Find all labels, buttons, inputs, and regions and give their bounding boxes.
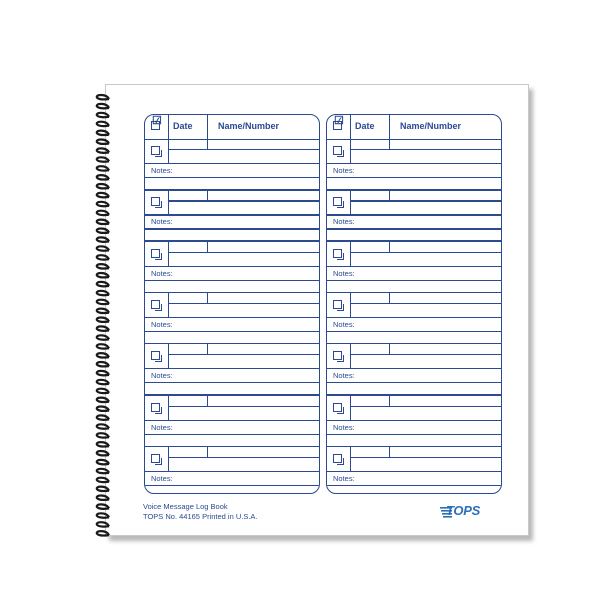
divider (207, 447, 208, 457)
footer-title: Voice Message Log Book (143, 502, 228, 511)
coil-loop (97, 175, 109, 179)
coil-loop (97, 220, 109, 224)
divider (389, 115, 390, 139)
coil-loop (97, 398, 109, 402)
coil-loop (97, 246, 109, 250)
rule-line (350, 200, 501, 201)
message-log-column-left (144, 114, 320, 494)
rule-line (350, 303, 501, 304)
coil-loop (97, 531, 109, 535)
rule-line (145, 266, 319, 267)
coil-loop (97, 496, 109, 500)
rule-line (327, 434, 501, 435)
notes-label: Notes: (151, 166, 173, 175)
form-header (327, 115, 501, 140)
message-entry (327, 190, 501, 241)
divider (350, 115, 351, 139)
coil-loop (97, 478, 109, 482)
message-entry (327, 242, 501, 293)
coil-loop (97, 255, 109, 259)
form-header (145, 115, 319, 140)
divider (350, 293, 351, 317)
coil-loop (97, 389, 109, 393)
message-entry (145, 139, 319, 190)
coil-loop (97, 433, 109, 437)
coil-loop (97, 193, 109, 197)
notes-label: Notes: (151, 268, 173, 278)
rule-line (145, 163, 319, 164)
divider (389, 139, 390, 149)
coil-loop (97, 104, 109, 108)
divider (168, 396, 169, 420)
rule-line (350, 406, 501, 407)
rule-line (145, 471, 319, 472)
rule-line (145, 317, 319, 318)
coil-loop (97, 229, 109, 233)
rule-line (350, 457, 501, 458)
divider (350, 139, 351, 163)
coil-loop (97, 211, 109, 215)
notes-label: Notes: (151, 319, 173, 329)
rule-line (327, 382, 501, 383)
check-mark-icon: ☑ (152, 115, 162, 127)
coil-loop (97, 273, 109, 277)
divider (168, 242, 169, 266)
coil-loop (97, 122, 109, 126)
message-entry (327, 396, 501, 447)
rule-line (145, 177, 319, 178)
coil-loop (97, 95, 109, 99)
rule-line (327, 214, 501, 215)
notes-label: Notes: (151, 422, 173, 432)
footer-info (143, 502, 258, 522)
divider (350, 190, 351, 214)
notes-label: Notes: (151, 473, 173, 483)
coil-loop (97, 353, 109, 357)
coil-loop (97, 140, 109, 144)
divider (389, 190, 390, 200)
rule-line (327, 163, 501, 164)
coil-loop (97, 264, 109, 268)
divider (350, 396, 351, 420)
name-number-label: Name/Number (218, 121, 280, 131)
notes-label: Notes: (333, 473, 355, 483)
message-entry (145, 293, 319, 344)
divider (207, 139, 208, 149)
coil-loop (97, 451, 109, 455)
divider (389, 293, 390, 303)
rule-line (145, 485, 319, 486)
rule-line (168, 252, 319, 253)
rule-line (145, 331, 319, 332)
rule-line (145, 228, 319, 229)
coil-loop (97, 309, 109, 313)
checkbox-icon[interactable] (333, 197, 342, 206)
checkbox-icon[interactable] (333, 300, 342, 309)
rule-line (168, 457, 319, 458)
divider (168, 293, 169, 317)
checkbox-icon[interactable] (151, 351, 160, 360)
rule-line (327, 331, 501, 332)
message-entry (327, 344, 501, 395)
rule-line (145, 214, 319, 215)
checkbox-icon[interactable] (333, 454, 342, 463)
coil-loop (97, 184, 109, 188)
checkbox-icon[interactable] (333, 351, 342, 360)
tops-logo: TOPS (446, 503, 480, 518)
rule-line (327, 177, 501, 178)
rule-line (168, 406, 319, 407)
notes-label: Notes: (333, 166, 355, 175)
coil-loop (97, 522, 109, 526)
rule-line (350, 252, 501, 253)
divider (389, 396, 390, 406)
notes-label: Notes: (333, 371, 355, 381)
footer-product-line: TOPS No. 44165 Printed in U.S.A. (143, 512, 258, 521)
rule-line (350, 149, 501, 150)
divider (389, 344, 390, 354)
notes-label: Notes: (333, 217, 355, 227)
checkbox-icon[interactable] (333, 146, 342, 155)
divider (389, 447, 390, 457)
coil-loop (97, 504, 109, 508)
spiral-binding (93, 92, 115, 544)
checkbox-icon[interactable] (151, 403, 160, 412)
checkbox-icon[interactable] (151, 454, 160, 463)
date-label: Date (173, 121, 193, 131)
notes-label: Notes: (333, 422, 355, 432)
rule-line (145, 368, 319, 369)
divider (207, 344, 208, 354)
notes-label: Notes: (151, 217, 173, 227)
rule-line (327, 420, 501, 421)
coil-loop (97, 362, 109, 366)
message-entry (327, 293, 501, 344)
coil-loop (97, 326, 109, 330)
checkbox-icon[interactable] (151, 249, 160, 258)
coil-loop (97, 424, 109, 428)
message-entry (145, 396, 319, 447)
coil-loop (97, 291, 109, 295)
divider (350, 447, 351, 471)
coil-loop (97, 415, 109, 419)
divider (207, 242, 208, 252)
coil-loop (97, 157, 109, 161)
divider (168, 139, 169, 163)
coil-loop (97, 202, 109, 206)
notes-label: Notes: (151, 371, 173, 381)
rule-line (168, 303, 319, 304)
checkbox-icon[interactable] (151, 146, 160, 155)
rule-line (168, 354, 319, 355)
rule-line (327, 280, 501, 281)
divider (168, 344, 169, 368)
coil-loop (97, 487, 109, 491)
coil-loop (97, 282, 109, 286)
coil-loop (97, 237, 109, 241)
rule-line (327, 228, 501, 229)
coil-loop (97, 442, 109, 446)
rule-line (327, 471, 501, 472)
coil-loop (97, 166, 109, 170)
notes-label: Notes: (333, 319, 355, 329)
checkbox-icon[interactable] (333, 249, 342, 258)
divider (207, 396, 208, 406)
rule-line (145, 434, 319, 435)
message-entry (327, 447, 501, 494)
coil-loop (97, 318, 109, 322)
coil-loop (97, 344, 109, 348)
divider (207, 190, 208, 200)
rule-line (327, 266, 501, 267)
coil-loop (97, 131, 109, 135)
message-entry (145, 242, 319, 293)
coil-loop (97, 513, 109, 517)
rule-line (145, 382, 319, 383)
rule-line (327, 485, 501, 486)
message-entry (327, 139, 501, 190)
message-entry (145, 447, 319, 494)
rule-line (168, 149, 319, 150)
divider (389, 242, 390, 252)
checkbox-icon[interactable] (151, 300, 160, 309)
checkbox-icon[interactable] (151, 197, 160, 206)
coil-loop (97, 113, 109, 117)
coil-loop (97, 335, 109, 339)
coil-loop (97, 380, 109, 384)
divider (168, 190, 169, 214)
message-entry (145, 190, 319, 241)
rule-line (327, 317, 501, 318)
message-log-column-right (326, 114, 502, 494)
divider (207, 115, 208, 139)
coil-loop (97, 148, 109, 152)
message-entry (145, 344, 319, 395)
notes-label: Notes: (333, 268, 355, 278)
coil-loop (97, 407, 109, 411)
check-mark-icon: ☑ (334, 115, 344, 127)
rule-line (327, 368, 501, 369)
rule-line (350, 354, 501, 355)
coil-loop (97, 371, 109, 375)
coil-loop (97, 300, 109, 304)
date-label: Date (355, 121, 375, 131)
checkbox-icon[interactable] (333, 403, 342, 412)
coil-loop (97, 469, 109, 473)
divider (350, 242, 351, 266)
divider (350, 344, 351, 368)
divider (207, 293, 208, 303)
rule-line (145, 420, 319, 421)
coil-loop (97, 460, 109, 464)
divider (168, 447, 169, 471)
rule-line (168, 200, 319, 201)
divider (168, 115, 169, 139)
rule-line (145, 280, 319, 281)
name-number-label: Name/Number (400, 121, 462, 131)
